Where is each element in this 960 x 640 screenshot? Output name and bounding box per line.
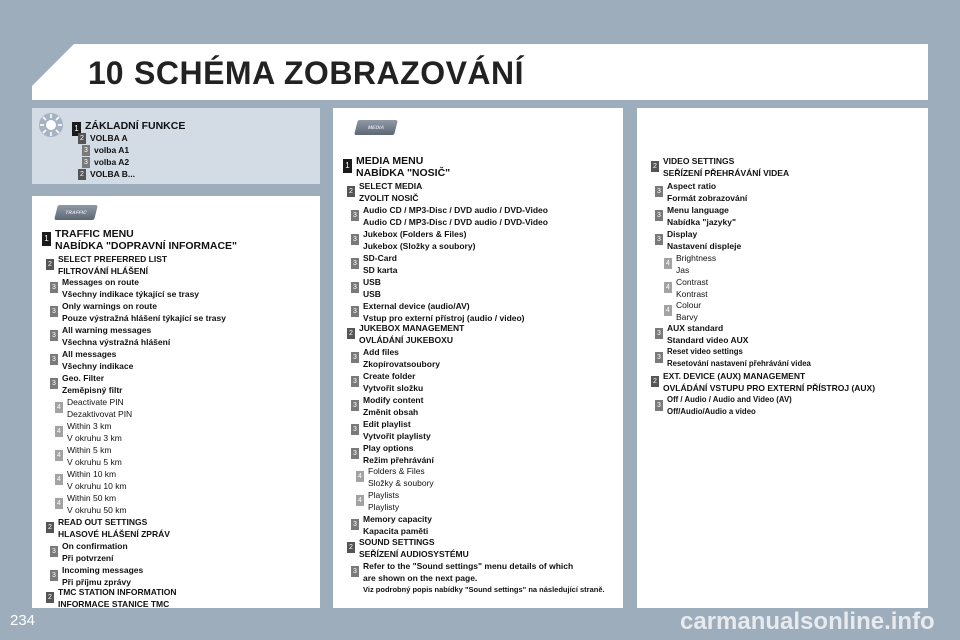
level-4-badge: 4 [664,282,672,293]
level-3-badge: 3 [655,352,663,363]
volba-b-label: VOLBA B... [90,169,136,179]
geo-filter-row [50,372,122,396]
level-2-badge: 2 [46,259,54,270]
level-4-badge: 4 [664,258,672,269]
all-messages-row [50,348,133,372]
level-3-badge: 3 [655,234,663,245]
edit-playlist-label: Edit playlist Vytvořit playlisty [363,419,431,441]
contrast-row [664,276,708,300]
within5-row [55,444,122,468]
level-4-badge: 4 [55,474,63,485]
reset-video-label: Reset video settings Resetování nastavení přehrávání videa [667,347,811,368]
level-3-badge: 3 [50,330,58,341]
watermark: carmanualsonline.info [680,608,935,635]
level-4-badge: 4 [55,402,63,413]
level-3-badge: 3 [50,546,58,557]
page-number: 234 [10,612,36,629]
volba-a1-label: volba A1 [94,145,130,155]
colour-label: Colour Barvy [676,300,702,322]
traffic-menu-row [42,228,237,252]
level-3-badge: 3 [50,306,58,317]
volba-a2-row [82,156,129,168]
ext-device-label: EXT. DEVICE (AUX) MANAGEMENT OVLÁDÁNÍ VSTUPU PRO EXTERNÍ PŘÍSTROJ (AUX) [663,371,876,393]
level-2-badge: 2 [46,592,54,603]
playlists-row [356,489,399,513]
chapter-number: 10 [88,55,124,91]
add-files-label: Add files Zkopírovatsoubory [363,347,440,369]
sd-card-label: SD-Card SD karta [363,253,398,275]
volba-a-row [78,132,128,144]
level-2-badge: 2 [78,133,86,144]
level-3-badge: 3 [655,328,663,339]
jukebox-mgmt-row [347,322,464,346]
volba-a1-row [82,144,129,156]
incoming-label: Incoming messages Při příjmu zprávy [62,565,144,587]
read-out-label: READ OUT SETTINGS HLASOVÉ HLÁŠENÍ ZPRÁV [58,517,170,539]
tmc-row [46,586,177,610]
modify-label: Modify content Změnit obsah [363,395,424,417]
level-1-badge: 1 [343,159,352,173]
display-row [655,228,741,252]
select-media-label: SELECT MEDIA ZVOLIT NOSIČ [359,181,423,203]
volba-a-label: VOLBA A [90,133,128,143]
level-3-badge: 3 [351,306,359,317]
tmc-label: TMC STATION INFORMATION INFORMACE STANICE TMC [58,587,177,609]
aux-standard-row [655,322,748,346]
messages-route-label: Messages on route Všechny indikace týkající se trasy [62,277,200,299]
aspect-row [655,180,747,204]
all-warning-label: All warning messages Všechna výstražná hlášení [62,325,171,347]
off-audio-row [655,394,792,418]
level-4-badge: 4 [55,498,63,509]
jukebox-ff-row [351,228,475,252]
level-3-badge: 3 [351,400,359,411]
level-3-badge: 3 [351,352,359,363]
level-2-badge: 2 [78,169,86,180]
select-media-row [347,180,422,204]
off-audio-label: Off / Audio / Audio and Video (AV) Off/Audio/Audio a video [667,395,792,416]
contrast-label: Contrast Kontrast [676,277,709,299]
page-title: SCHÉMA ZOBRAZOVÁNÍ [134,55,525,91]
level-4-badge: 4 [664,305,672,316]
level-3-badge: 3 [351,234,359,245]
traffic-button-icon: TRAFFIC [54,205,98,220]
volba-b-row [78,168,135,180]
memory-row [351,513,432,537]
colour-row [664,299,701,323]
external-row [351,300,525,324]
level-4-badge: 4 [55,450,63,461]
usb-row [351,276,381,300]
modify-row [351,394,423,418]
audio-cd-label: Audio CD / MP3-Disc / DVD audio / DVD-Video Audio CD / MP3-Disc / DVD audio / DVD-Video [363,205,548,227]
external-label: External device (audio/AV) Vstup pro externí přístroj (audio / video) [363,301,525,323]
geo-filter-label: Geo. Filter Zeměpisný filtr [62,373,123,395]
level-2-badge: 2 [347,542,355,553]
level-2-badge: 2 [347,328,355,339]
play-options-label: Play options Režim přehrávání [363,443,434,465]
brightness-label: Brightness Jas [676,253,717,275]
level-3-badge: 3 [50,354,58,365]
level-4-badge: 4 [55,426,63,437]
jukebox-mgmt-label: JUKEBOX MANAGEMENT OVLÁDÁNÍ JUKEBOXU [359,323,465,345]
refer-label: Refer to the "Sound settings" menu details of which are shown on the next page. Viz podrobný popis nabídky "Sound settings" na následující straně. [363,561,605,594]
all-messages-label: All messages Všechny indikace [62,349,134,371]
level-3-badge: 3 [50,282,58,293]
level-3-badge: 3 [82,145,90,156]
within50-label: Within 50 km V okruhu 50 km [67,493,127,515]
messages-route-row [50,276,199,300]
level-3-badge: 3 [351,210,359,221]
refer-row [351,560,605,596]
display-label: Display Nastavení displeje [667,229,742,251]
menu-language-label: Menu language Nabídka "jazyky" [667,205,737,227]
deactivate-pin-row [55,396,132,420]
level-3-badge: 3 [50,570,58,581]
level-3-badge: 3 [351,282,359,293]
level-2-badge: 2 [651,376,659,387]
within3-row [55,420,122,444]
level-3-badge: 3 [351,258,359,269]
within10-label: Within 10 km V okruhu 10 km [67,469,127,491]
level-4-badge: 4 [356,471,364,482]
within3-label: Within 3 km V okruhu 3 km [67,421,122,443]
level-2-badge: 2 [46,522,54,533]
media-menu-row [343,155,450,179]
aux-standard-label: AUX standard Standard video AUX [667,323,749,345]
folders-files-label: Folders & Files Složky & soubory [368,466,434,488]
menu-language-row [655,204,736,228]
create-folder-row [351,370,423,394]
warnings-route-label: Only warnings on route Pouze výstražná hlášení týkající se trasy [62,301,226,323]
volba-a2-label: volba A2 [94,157,130,167]
select-preferred-row [46,253,167,277]
add-files-row [351,346,440,370]
play-options-row [351,442,434,466]
level-3-badge: 3 [655,400,663,411]
warnings-route-row [50,300,226,324]
within10-row [55,468,127,492]
level-2-badge: 2 [651,161,659,172]
on-confirmation-label: On confirmation Při potvrzení [62,541,128,563]
level-3-badge: 3 [351,566,359,577]
level-1-badge: 1 [72,122,81,136]
level-4-badge: 4 [356,495,364,506]
memory-label: Memory capacity Kapacita paměti [363,514,432,536]
level-3-badge: 3 [655,186,663,197]
select-preferred-label: SELECT PREFERRED LIST FILTROVÁNÍ HLÁŠENÍ [58,254,168,276]
level-3-badge: 3 [351,424,359,435]
traffic-menu-label: TRAFFIC MENU NABÍDKA "DOPRAVNÍ INFORMACE" [55,228,238,252]
create-folder-label: Create folder Vytvořit složku [363,371,424,393]
within5-label: Within 5 km V okruhu 5 km [67,445,122,467]
folders-files-row [356,465,434,489]
level-2-badge: 2 [347,186,355,197]
level-3-badge: 3 [351,519,359,530]
refer-note: Viz podrobný popis nabídky "Sound settings" na následující straně. [363,585,605,594]
incoming-row [50,564,143,588]
all-warning-row [50,324,170,348]
aspect-label: Aspect ratio Formát zobrazování [667,181,748,203]
sd-card-row [351,252,398,276]
level-3-badge: 3 [50,378,58,389]
reset-video-row [655,346,811,370]
level-1-badge: 1 [42,232,51,246]
brightness-row [664,252,716,276]
sound-label: SOUND SETTINGS SEŘÍZENÍ AUDIOSYSTÉMU [359,537,469,559]
basic-heading: ZÁKLADNÍ FUNKCE [85,120,186,132]
media-menu-label: MEDIA MENU NABÍDKA "NOSIČ" [356,155,451,179]
video-settings-label: VIDEO SETTINGS SEŘÍZENÍ PŘEHRÁVÁNÍ VIDEA [663,156,790,178]
level-3-badge: 3 [351,376,359,387]
within50-row [55,492,127,516]
jukebox-ff-label: Jukebox (Folders & Files) Jukebox (Složky a soubory) [363,229,476,251]
playlists-label: Playlists Playlisty [368,490,400,512]
usb-label: USB USB [363,277,381,299]
edit-playlist-row [351,418,431,442]
ext-device-row [651,370,875,394]
sound-row [347,536,469,560]
video-settings-row [651,155,789,179]
sun-icon [36,110,66,140]
media-button-icon: MEDIA [354,120,398,135]
deactivate-pin-label: Deactivate PIN Dezaktivovat PIN [67,397,133,419]
audio-cd-row [351,204,548,228]
read-out-row [46,516,170,540]
level-3-badge: 3 [82,157,90,168]
on-confirmation-row [50,540,128,564]
level-3-badge: 3 [351,448,359,459]
level-3-badge: 3 [655,210,663,221]
